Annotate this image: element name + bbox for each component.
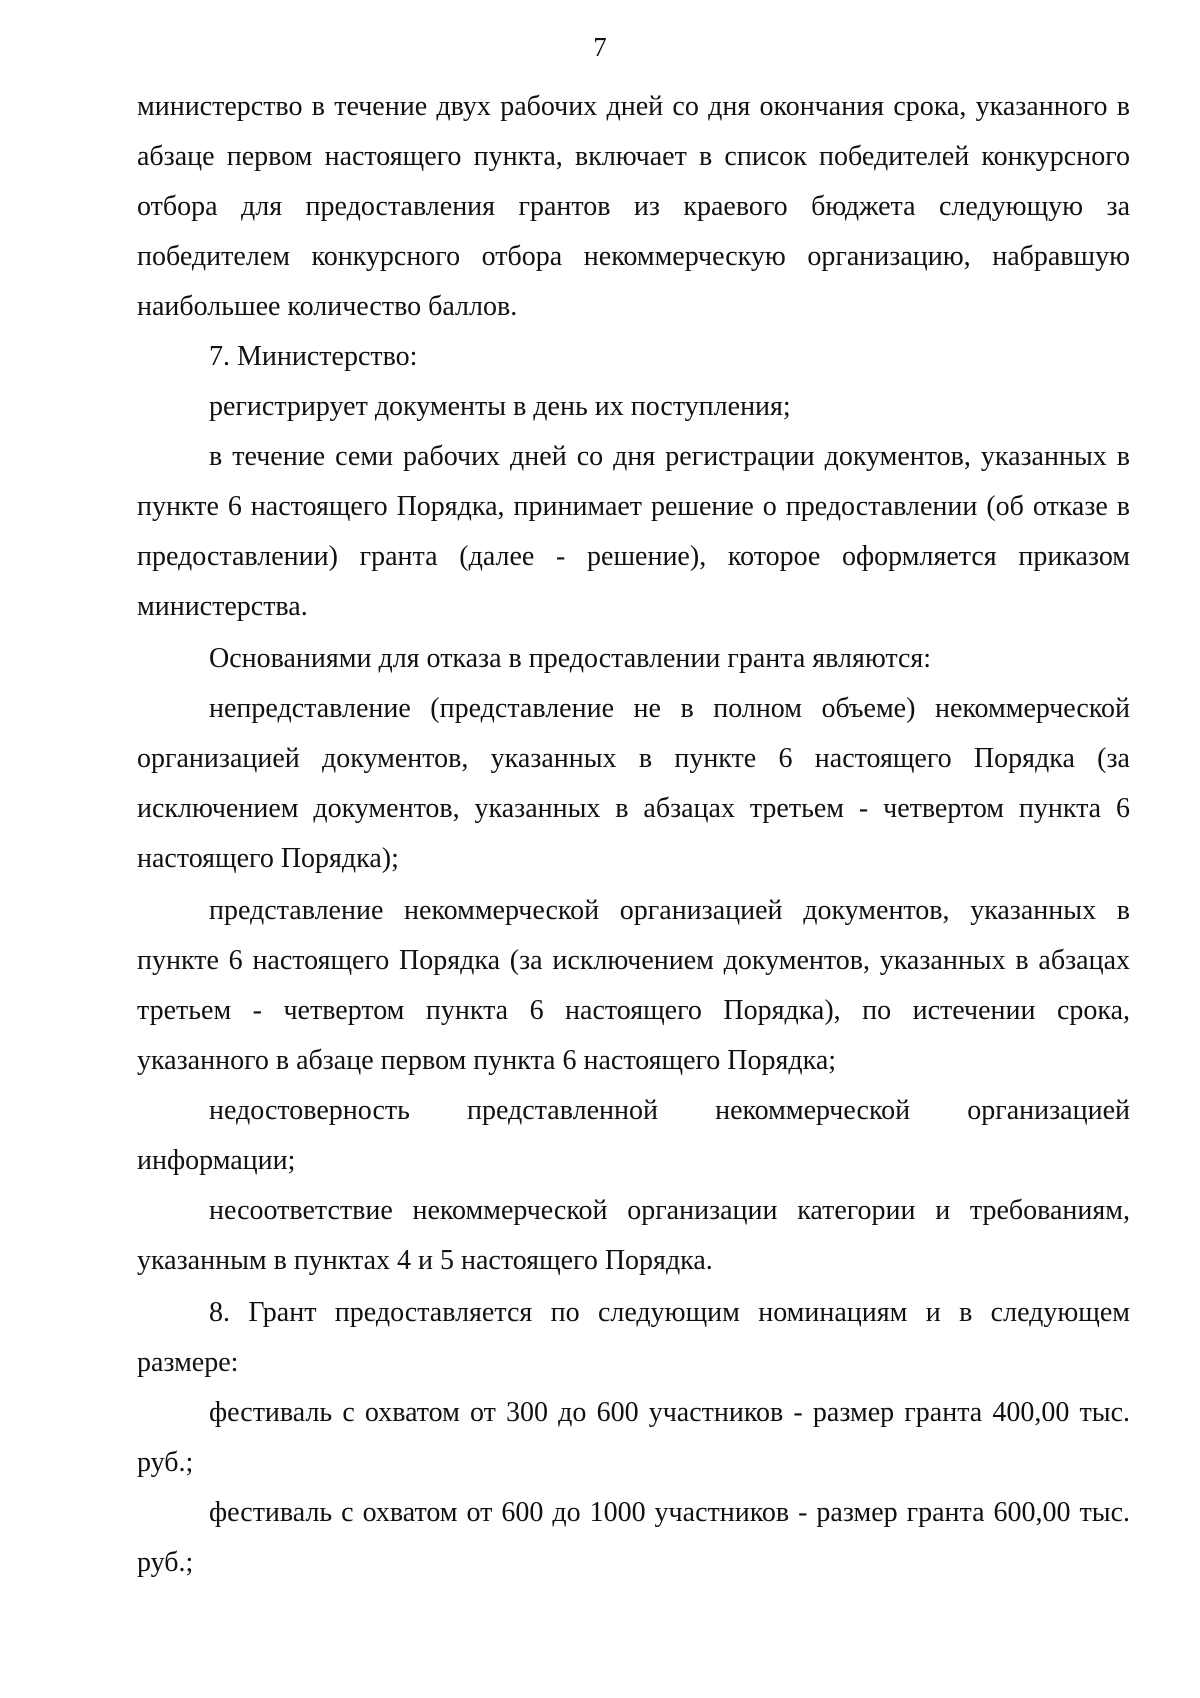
- paragraph-item-7-heading: 7. Министерство:: [209, 341, 418, 372]
- paragraph-grant-nomination-1: фестиваль с охватом от 300 до 600 участников - размер гранта 400,00 тыс. руб.;: [137, 1397, 1130, 1478]
- paragraph-decision-term: в течение семи рабочих дней со дня регистрации документов, указанных в пункте 6 настоящего Порядка, принимает решение о предоставлении (об отказе в предоставлении) гранта (далее - решение), которое оформляется приказом министерства.: [137, 441, 1130, 622]
- paragraph-refusal-ground-1: непредставление (представление не в полном объеме) некоммерческой организацией документов, указанных в пункте 6 настоящего Порядка (за исключением документов, указанных в абзацах третьем - четвертом пункта 6 настоящего Порядка);: [137, 693, 1130, 874]
- paragraph-refusal-ground-4: несоответствие некоммерческой организации категории и требованиям, указанным в пунктах 4 и 5 настоящего Порядка.: [137, 1195, 1130, 1276]
- document-body: [137, 82, 1130, 1588]
- paragraph-refusal-ground-2: представление некоммерческой организацией документов, указанных в пункте 6 настоящего Порядка (за исключением документов, указанных в абзацах третьем - четвертом пункта 6 настоящего Порядка), по истечении срока, указанного в абзаце первом пункта 6 настоящего Порядка;: [137, 895, 1130, 1076]
- paragraph-registers-documents: регистрирует документы в день их поступления;: [209, 391, 791, 422]
- page-number: 7: [593, 32, 607, 62]
- paragraph-refusal-grounds-heading: Основаниями для отказа в предоставлении гранта являются:: [209, 643, 932, 674]
- paragraph-continuation: министерство в течение двух рабочих дней со дня окончания срока, указанного в абзаце первом настоящего пункта, включает в список победителей конкурсного отбора для предоставления грантов из краевого бюджета следующую за победителем конкурсного отбора некоммерческую организацию, набравшую наибольшее количество баллов.: [137, 91, 1130, 322]
- paragraph-grant-nomination-2: фестиваль с охватом от 600 до 1000 участников - размер гранта 600,00 тыс. руб.;: [137, 1497, 1130, 1578]
- paragraph-refusal-ground-3: недостоверность представленной некоммерческой организацией информации;: [137, 1095, 1130, 1176]
- paragraph-item-8-heading: 8. Грант предоставляется по следующим номинациям и в следующем размере:: [137, 1297, 1130, 1378]
